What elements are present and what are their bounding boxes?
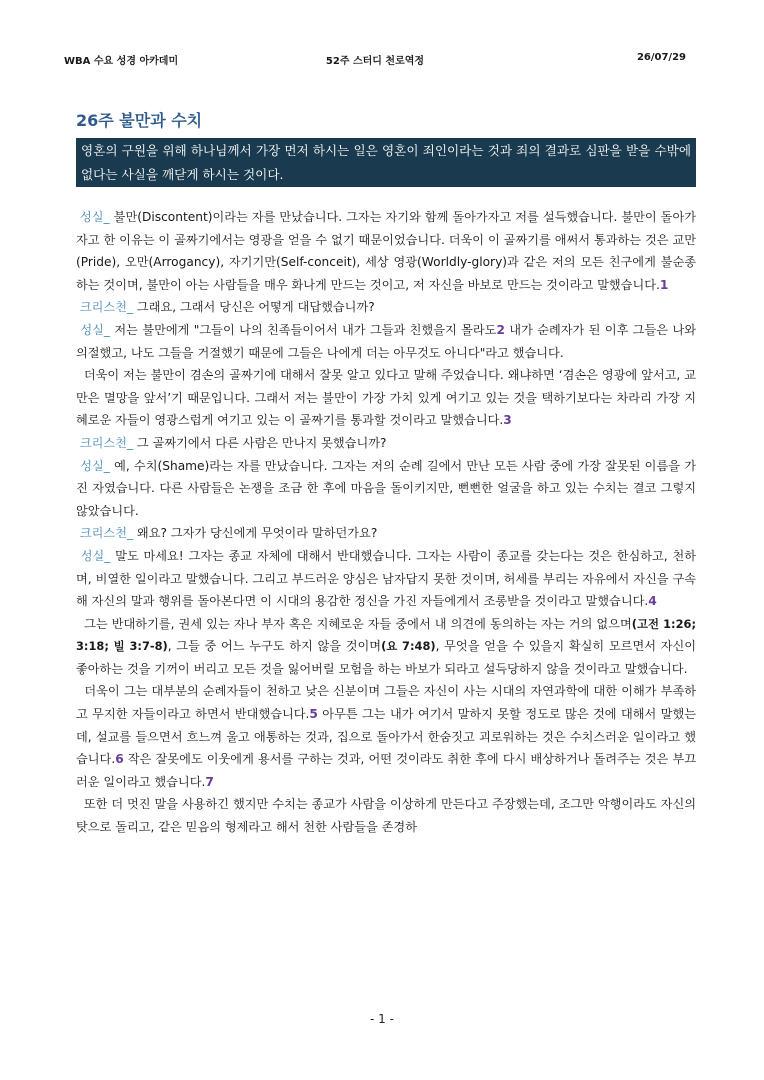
footnote-marker: 2 [496, 322, 505, 337]
footnote-marker: 3 [503, 413, 512, 428]
paragraph: 또한 더 멋진 말을 사용하긴 했지만 수치는 종교가 사람을 이상하게 만든다고 주장했는데, 조그만 악행이라도 자신의 탓으로 돌리고, 같은 믿음의 형제라고 해서 천한 사람들을 존경하 [76, 797, 697, 835]
scripture-reference: (요 7:48) [381, 639, 436, 654]
summary-box: 영혼의 구원을 위해 하나님께서 가장 먼저 하시는 일은 영혼이 죄인이라는 것과 죄의 결과로 심판을 받을 수밖에 없다는 사실을 깨닫게 하시는 것이다. [76, 138, 696, 187]
header-date: 26/07/29 [636, 52, 686, 63]
footnote-marker: 1 [659, 277, 669, 292]
paragraph: 크리스천_ 왜요? 그자가 당신에게 무엇이라 말하던가요? [79, 526, 378, 541]
page-header [64, 52, 686, 70]
speaker-label: 크리스천_ [79, 526, 134, 541]
speaker-label: 성실_ [80, 322, 111, 337]
paragraph: 크리스천_ 그 골짜기에서 다른 사람은 만나지 못했습니까? [79, 435, 387, 450]
speaker-label: 성실_ [80, 548, 111, 563]
paragraph: 크리스천_ 그래요, 그래서 당신은 어떻게 대답했습니까? [79, 300, 375, 315]
footnote-marker: 7 [205, 774, 214, 789]
scripture-reference: (고전 1:26; 3:18; 빌 3:7-8) [76, 616, 696, 654]
speaker-label: 성실_ [80, 458, 110, 473]
paragraph: 성실_ 저는 불만에게 "그들이 나의 친족들이어서 내가 그들과 친했을지 몰라도2 내가 순례자가 된 이후 그들은 나와 의절했고, 나도 그들을 거절했기 때문에 그들은 나에게 더는 아무것도 아니다"라고 했습니다. [76, 322, 696, 360]
paragraph: 성실_ 불만(Discontent)이라는 자를 만났습니다. 그자는 자기와 함께 돌아가자고 저를 설득했습니다. 불만이 돌아가자고 한 이유는 이 골짜기에서는 영광을 얻을 수 없기 때문이었습니다. 더욱이 이 골짜기를 애써서 통과하는 것은 교만(Pride), 오만(Arrogancy), 자기기만(Self-conceit), 세상 영광(Worldly-glory)과 같은 저의 모든 친구에게 불순종하는 것이며, 불만이 아는 사람들을 매우 화나게 만드는 것이고, 저 자신을 바보로 만드는 것이라고 말했습니다.1 [76, 210, 696, 292]
paragraph: 더욱이 그는 대부분의 순례자들이 천하고 낮은 신분이며 그들은 자신이 사는 시대의 자연과학에 대한 이해가 부족하고 무지한 자들이라고 하면서 반대했습니다.5 아무튼 그는 내가 여기서 말하지 못할 정도로 많은 것에 대해서 말했는데, 설교를 들으면서 흐느껴 울고 애통하는 것과, 집으로 돌아가서 한숨짓고 괴로워하는 것은 수치스러운 일이라고 했습니다.6 작은 잘못에도 이웃에게 용서를 구하는 것과, 어떤 것이라도 취한 후에 다시 배상하거나 돌려주는 것은 부끄러운 일이라고 했습니다.7 [76, 684, 697, 789]
speaker-label: 크리스천_ [79, 300, 134, 315]
speaker-label: 성실_ [80, 210, 110, 224]
chapter-title: 26주 불만과 수치 [76, 111, 203, 130]
header-study: 52주 스터디 천로역정 [325, 56, 425, 67]
paragraph: 성실_ 예, 수치(Shame)라는 자를 만났습니다. 그자는 저의 순례 길에서 만난 모든 사람 중에 가장 잘못된 이름을 가진 자였습니다. 다른 사람들은 논쟁을 조금 한 후에 마음을 돌이키지만, 뻔뻔한 얼굴을 하고 있는 수치는 결코 그렇지 않았습니다. [76, 458, 696, 518]
paragraph: 성실_ 말도 마세요! 그자는 종교 자체에 대해서 반대했습니다. 그자는 사람이 종교를 갖는다는 것은 한심하고, 천하며, 비열한 일이라고 말했습니다. 그리고 부드러운 양심은 남자답지 못한 것이며, 허세를 부리는 자유에서 자신을 구속해 자신의 말과 행위를 돌아본다면 이 시대의 용감한 정신을 가진 자들에게서 조롱받을 것이라고 말했습니다.4 [76, 548, 696, 609]
page-number: - 1 - [370, 1012, 394, 1026]
paragraph: 그는 반대하기를, 권세 있는 자나 부자 혹은 지혜로운 자들 중에서 내 의견에 동의하는 자는 거의 없으며(고전 1:26; 3:18; 빌 3:7-8), 그들 중 어느 누구도 하지 않을 것이며(요 7:48), 무엇을 얻을 수 있을지 확실히 모르면서 자신이 좋아하는 것을 기꺼이 버리고 모든 것을 잃어버릴 모험을 하는 바보가 되라고 설득당하지 않을 것이라고 말했습니다. [76, 616, 697, 676]
footnote-marker: 4 [648, 594, 657, 609]
body-text [76, 206, 696, 839]
speaker-label: 크리스천_ [79, 435, 134, 450]
footnote-marker: 6 [115, 752, 124, 767]
header-academy: WBA 수요 성경 아카데미 [64, 56, 179, 67]
footnote-marker: 5 [309, 707, 318, 722]
paragraph: 더욱이 저는 불만이 겸손의 골짜기에 대해서 잘못 알고 있다고 말해 주었습니다. 왜냐하면 ‘겸손은 영광에 앞서고, 교만은 멸망을 앞서’기 때문입니다. 그래서 저는 불만이 가장 가치 있게 여기고 있는 것을 택하기보다는 차라리 가장 지혜로운 자들이 영광스럽게 여기고 있는 이 골짜기를 통과할 것이라고 말했습니다.3 [76, 368, 697, 428]
